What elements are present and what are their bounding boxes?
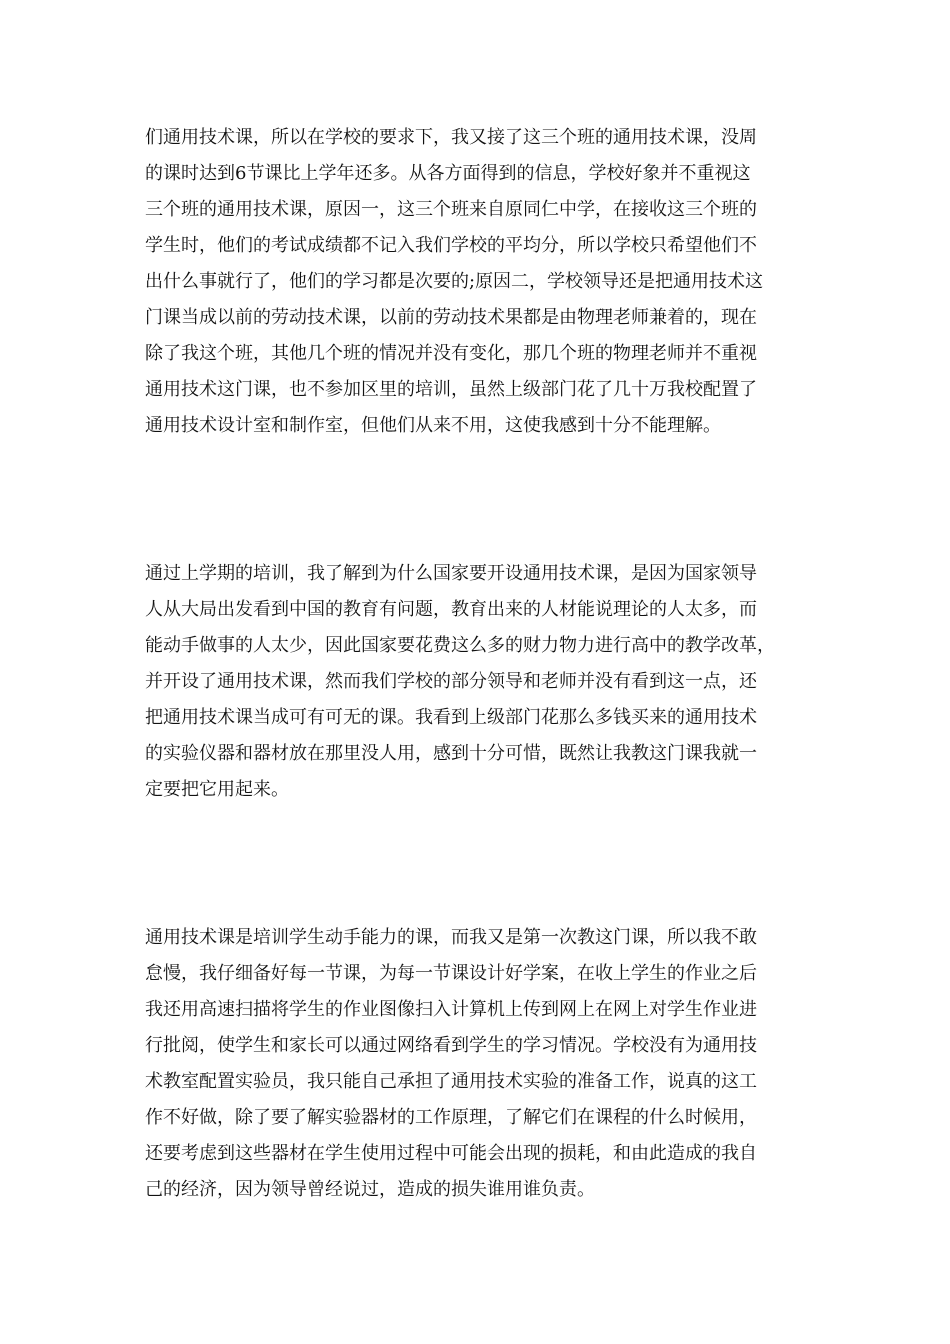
text-line: 行批阅，使学生和家长可以通过网络看到学生的学习情况。学校没有为通用技	[145, 1035, 757, 1056]
text-line: 怠慢，我仔细备好每一节课，为每一节课设计好学案，在收上学生的作业之后	[145, 963, 757, 984]
text-line: 通用技术课是培训学生动手能力的课，而我又是第一次教这门课，所以我不敢	[145, 927, 757, 948]
text-line: 的课时达到6节课比上学年还多。从各方面得到的信息，学校好象并不重视这	[145, 163, 751, 184]
text-line: 术教室配置实验员，我只能自己承担了通用技术实验的准备工作，说真的这工	[145, 1071, 757, 1092]
text-line: 们通用技术课，所以在学校的要求下，我又接了这三个班的通用技术课，没周	[145, 127, 757, 148]
text-line: 门课当成以前的劳动技术课，以前的劳动技术果都是由物理老师兼着的，现在	[145, 307, 757, 328]
text-line: 把通用技术课当成可有可无的课。我看到上级部门花那么多钱买来的通用技术	[145, 707, 757, 728]
text-line: 通用技术这门课，也不参加区里的培训，虽然上级部门花了几十万我校配置了	[145, 379, 757, 400]
paragraph-1	[145, 120, 810, 444]
text-line: 我还用高速扫描将学生的作业图像扫入计算机上传到网上在网上对学生作业进	[145, 999, 757, 1020]
paragraph-2	[145, 556, 810, 808]
text-line: 作不好做，除了要了解实验器材的工作原理，了解它们在课程的什么时候用，	[145, 1107, 757, 1128]
text-line: 出什么事就行了，他们的学习都是次要的;原因二，学校领导还是把通用技术这	[145, 271, 764, 292]
text-line: 学生时，他们的考试成绩都不记入我们学校的平均分，所以学校只希望他们不	[145, 235, 757, 256]
text-line: 人从大局出发看到中国的教育有问题，教育出来的人材能说理论的人太多，而	[145, 599, 757, 620]
paragraph-3	[145, 920, 810, 1208]
text-line: 三个班的通用技术课，原因一，这三个班来自原同仁中学，在接收这三个班的	[145, 199, 757, 220]
text-line: 己的经济，因为领导曾经说过，造成的损失谁用谁负责。	[145, 1179, 595, 1200]
text-line: 通过上学期的培训，我了解到为什么国家要开设通用技术课，是因为国家领导	[145, 563, 757, 584]
text-line: 除了我这个班，其他几个班的情况并没有变化，那几个班的物理老师并不重视	[145, 343, 757, 364]
text-line: 能动手做事的人太少，因此国家要花费这么多的财力物力进行高中的教学改革，	[145, 635, 775, 656]
text-line: 并开设了通用技术课，然而我们学校的部分领导和老师并没有看到这一点，还	[145, 671, 757, 692]
text-line: 定要把它用起来。	[145, 779, 289, 800]
text-line: 通用技术设计室和制作室，但他们从来不用，这使我感到十分不能理解。	[145, 415, 721, 436]
text-line: 还要考虑到这些器材在学生使用过程中可能会出现的损耗，和由此造成的我自	[145, 1143, 757, 1164]
text-line: 的实验仪器和器材放在那里没人用，感到十分可惜，既然让我教这门课我就一	[145, 743, 757, 764]
